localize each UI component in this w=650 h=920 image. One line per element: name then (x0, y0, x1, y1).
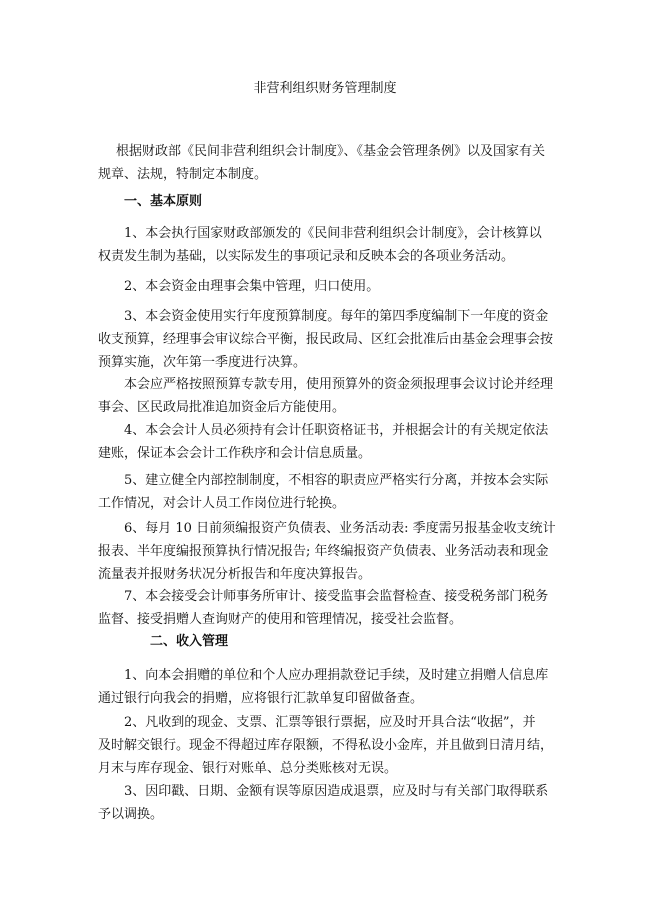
paragraph-line: 本会应严格按照预算专款专用，使用预算外的资金须报理事会议讨论并经理 (124, 377, 554, 392)
paragraph-line: 通过银行向我会的捐赠，应将银行汇款单复印留做备查。 (98, 691, 424, 706)
paragraph-line: 1、向本会捐赠的单位和个人应办理捐款登记手续，及时建立捐赠人信息库 (124, 668, 549, 683)
paragraph-s1-p5 (98, 419, 568, 465)
paragraph-line: 1、本会执行国家财政部颁发的《民间非营利组织会计制度》，会计核算以 (124, 226, 542, 241)
paragraph-line: 4、本会会计人员必须持有会计任职资格证书，并根据会计的有关规定依法 (124, 423, 549, 438)
paragraph-line: 2、本会资金由理事会集中管理，归口使用。 (124, 279, 380, 294)
paragraph-s2-p3 (98, 780, 568, 826)
paragraph-line: 报表、半年度编报预算执行情况报告; 年终编报资产负债表、业务活动表和现金 (98, 544, 549, 559)
paragraph-line: 流量表并报财务状况分析报告和年度决算报告。 (98, 567, 372, 582)
paragraph-s1-p4 (98, 373, 568, 419)
section-heading-basic-principles: 一、基本原则 (124, 194, 203, 209)
paragraph-s2-p2 (98, 711, 568, 780)
paragraph-line: 月末与库存现金、银行对账单、总分类账核对无误。 (98, 761, 398, 776)
paragraph-s1-p1 (98, 222, 568, 268)
paragraph-s2-p1 (98, 664, 568, 710)
paragraph-line: 5、建立健全内部控制制度，不相容的职责应严格实行分离，并按本会实际 (124, 473, 549, 488)
paragraph-line: 2、凡收到的现金、支票、汇票等银行票据，应及时开具合法“收据”，并 (124, 715, 536, 730)
intro-paragraph (98, 140, 568, 186)
paragraph-line: 及时解交银行。现金不得超过库存限额，不得私设小金库，并且做到日清月结， (98, 738, 554, 753)
paragraph-line: 3、因印戳、日期、金额有误等原因造成退票，应及时与有关部门取得联系 (124, 784, 549, 799)
paragraph-line: 收支预算，经理事会审议综合平衡，报民政局、区红会批准后由基金会理事会按 (98, 332, 554, 347)
document-title: 非营利组织财务管理制度 (253, 81, 397, 96)
paragraph-s1-p7 (98, 517, 568, 586)
section-heading-income-management: 二、收入管理 (150, 634, 229, 649)
paragraph-line: 预算实施，次年第一季度进行决算。 (98, 355, 307, 370)
paragraph-line: 权责发生制为基础，以实际发生的事项记录和反映本会的各项业务活动。 (98, 249, 515, 264)
paragraph-line: 监督、接受捐赠人查询财产的使用和管理情况，接受社会监督。 (98, 612, 463, 627)
paragraph-s1-p3 (98, 305, 568, 374)
intro-line: 规章、法规，特制定本制度。 (98, 167, 268, 182)
intro-line: 根据财政部《民间非营利组织会计制度》、《基金会管理条例》以及国家有关 (116, 144, 546, 159)
paragraph-s1-p6 (98, 469, 568, 515)
paragraph-line: 6、每月 10 日前须编报资产负债表、业务活动表: 季度需另报基金收支统计 (124, 521, 556, 536)
paragraph-line: 工作情况，对会计人员工作岗位进行轮换。 (98, 496, 346, 511)
paragraph-line: 予以调换。 (98, 807, 164, 822)
paragraph-line: 建账，保证本会会计工作秩序和会计信息质量。 (98, 446, 372, 461)
paragraph-s1-p2 (98, 275, 568, 298)
paragraph-line: 事会、区民政局批准追加资金后方能使用。 (98, 400, 346, 415)
paragraph-s1-p8 (98, 585, 568, 631)
paragraph-line: 3、本会资金使用实行年度预算制度。每年的第四季度编制下一年度的资金 (124, 309, 549, 324)
paragraph-line: 7、本会接受会计师事务所审计、接受监事会监督检查、接受税务部门税务 (124, 589, 549, 604)
